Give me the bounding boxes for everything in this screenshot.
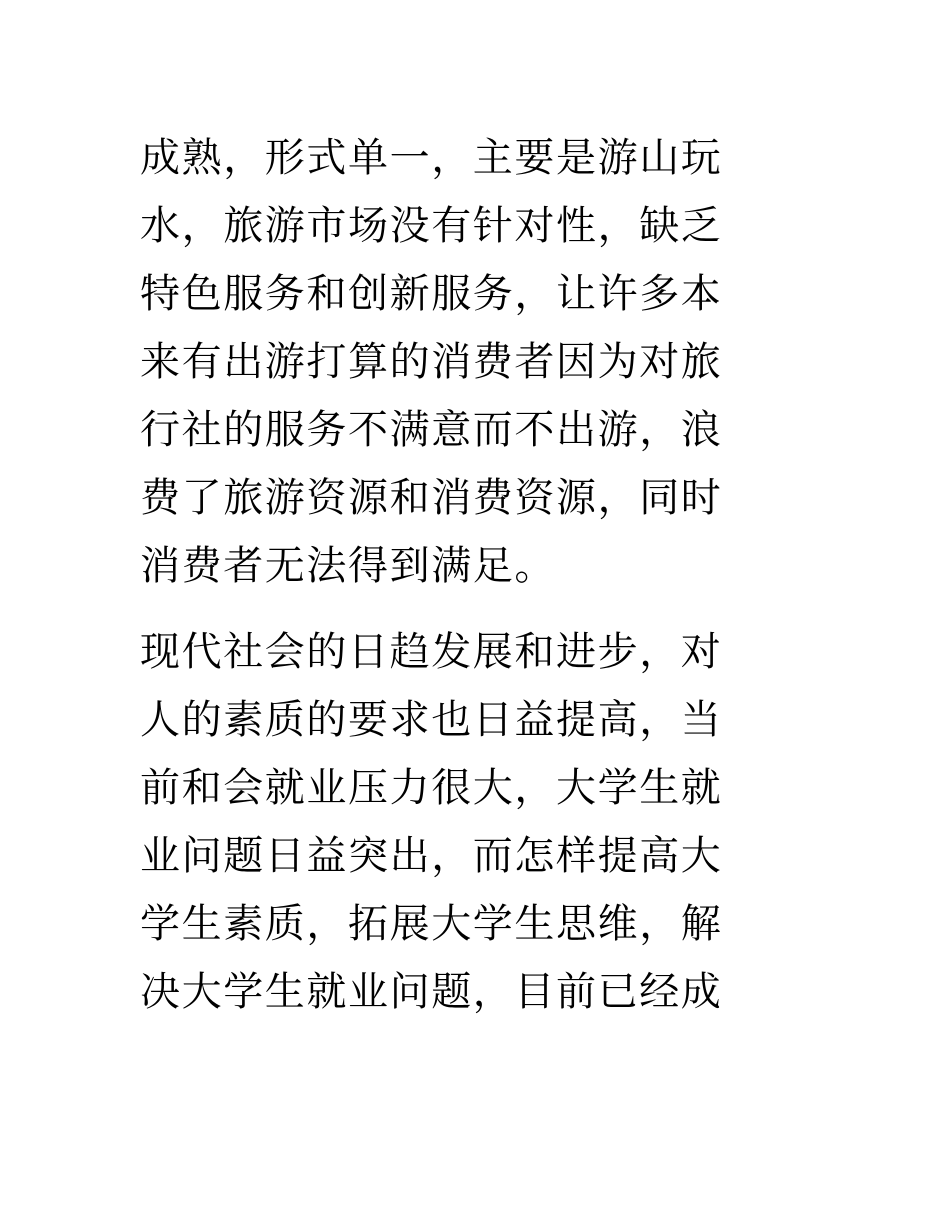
paragraph-2-line-1: 现代社会的日趋发展和进步，对 xyxy=(140,629,723,675)
paragraph-1-line-1: 成熟，形式单一，主要是游山玩 xyxy=(140,135,723,181)
paragraph-1-line-4: 来有出游打算的消费者因为对旅 xyxy=(140,339,723,385)
paragraph-2-line-2: 人的素质的要求也日益提高，当 xyxy=(140,697,723,743)
paragraph-1 xyxy=(140,124,780,600)
paragraph-2-line-4: 业问题日益突出，而怎样提高大 xyxy=(140,833,723,879)
paragraph-1-line-6: 费了旅游资源和消费资源，同时 xyxy=(140,475,723,521)
paragraph-2 xyxy=(140,618,780,1026)
paragraph-1-line-2: 水，旅游市场没有针对性，缺乏 xyxy=(140,203,723,249)
paragraph-2-line-3: 前和会就业压力很大，大学生就 xyxy=(140,765,723,811)
paragraph-1-line-5: 行社的服务不满意而不出游，浪 xyxy=(140,407,723,453)
paragraph-1-line-7: 消费者无法得到满足。 xyxy=(140,543,556,589)
paragraph-1-line-3: 特色服务和创新服务，让许多本 xyxy=(140,271,723,317)
paragraph-2-line-5: 学生素质，拓展大学生思维，解 xyxy=(140,901,723,947)
paragraph-2-line-6: 决大学生就业问题，目前已经成 xyxy=(140,969,723,1015)
